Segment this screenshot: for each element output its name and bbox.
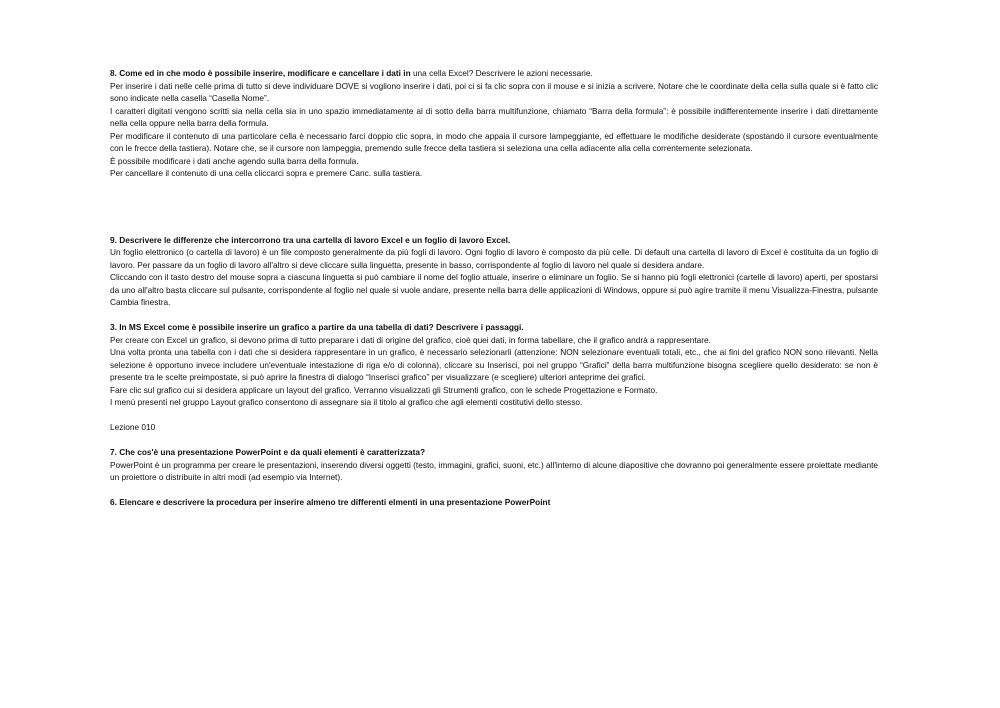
lesson-label: Lezione 010	[110, 422, 156, 432]
question-bold: 9. Descrivere le differenze che intercorrono tra una cartella di lavoro Excel e un foglio di lavoro Excel.	[110, 234, 511, 245]
document-page	[110, 67, 878, 509]
question-heading	[110, 496, 878, 509]
section-q7	[110, 446, 878, 484]
question-heading	[110, 67, 878, 80]
question-heading	[110, 234, 878, 247]
section-q3	[110, 321, 878, 409]
answer-paragraph: I caratteri digitati vengono scritti sia nella cella sia in uno spazio immediatamente al di sotto della barra multifunzione, chiamato “Barra della formula”: è possibile indifferentemente inserire i dati direttamente nella cella oppure nella barra della formula.	[110, 105, 878, 128]
question-bold: 7. Che cos'è una presentazione PowerPoint e da quali elementi è caratterizzata?	[110, 447, 426, 457]
question-rest: una cella Excel? Descrivere le azioni necessarie.	[410, 68, 593, 78]
question-bold: 8. Come ed in che modo è possibile inserire, modificare e cancellare i dati in	[110, 68, 411, 78]
answer-paragraph: Per inserire i dati nelle celle prima di tutto si deve individuare DOVE si vogliono inserire i dati, poi ci si fa clic sopra con il mouse e si inizia a scrivere. Notare che le coordinate della cella sulla quale si è fatto clic sono indicate nella casella “Casella Nome”.	[110, 80, 878, 103]
answer-paragraph: Cliccando con il tasto destro del mouse sopra a ciascuna linguetta si può cambiare il nome del foglio attuale, inserire o eliminare un foglio. Se si hanno più fogli elettronici (cartelle di lavoro) aperti, per spostarsi da uno all'altro basta cliccare sul pulsante, corrispondente al foglio nel quale si vuole andare, presente nella barra delle applicazioni di Windows, oppure si può agire tramite il menu Visualizza-Finestra, pulsante Cambia finestra.	[110, 272, 878, 307]
question-bold: 3. In MS Excel come è possibile inserire un grafico a partire da una tabella di dati? Descrivere i passaggi.	[110, 322, 524, 332]
section-q8	[110, 67, 878, 180]
section-q6	[110, 496, 878, 509]
answer-paragraph: PowerPoint è un programma per creare le presentazioni, inserendo diversi oggetti (testo, immagini, grafici, suoni, etc.) all'interno di alcune diapositive che dovranno poi generalmente essere proiettate mediante un proiettore o distribuite in altri modi (ad esempio via Internet).	[110, 459, 878, 482]
section-q9	[110, 234, 878, 309]
question-bold: 6. Elencare e descrivere la procedura per inserire almeno tre differenti elmenti in una presentazione PowerPoint	[110, 497, 551, 507]
answer-paragraph: Per modificare il contenuto di una particolare cella è necessario farci doppio clic sopra, in modo che appaia il cursore lampeggiante, ed effettuare le modifiche desiderate (spostando il cursore eventualmente con le frecce della tastiera). Notare che, se il cursore non lampeggia, premendo sulle frecce della tastiera si seleziona una cella adiacente alla cella correntemente selezionata.	[110, 130, 878, 153]
answer-paragraph: Fare clic sul grafico cui si desidera applicare un layout del grafico. Verranno visualizzati gli Strumenti grafico, con le schede Progettazione e Formato.	[110, 384, 658, 395]
section-lesson	[110, 421, 878, 434]
answer-paragraph: I menù presenti nel gruppo Layout grafico consentono di assegnare sia il titolo al grafico che agli elementi costitutivi dello stesso.	[110, 397, 583, 407]
answer-paragraph: È possibile modificare i dati anche agendo sulla barra della formula.	[110, 155, 359, 166]
answer-paragraph: Una volta pronta una tabella con i dati che si desidera rappresentare in un grafico, è necessario selezionarli (attenzione: NON selezionare eventuali totali, etc., che ai fini del grafico NON sono rilevanti. Nella selezione è opportuno invece includere un'eventuale intestazione di riga e/o di colonna), cliccare su Inserisci, poi nel gruppo “Grafici” della barra multifunzione bisogna scegliere quello desiderato: se non è presente tra le scelte preimpostate, si può aprire la finestra di dialogo “Inserisci grafico” per visualizzare (e scegliere) ulteriori anteprime dei grafici.	[110, 347, 878, 382]
answer-paragraph: Per cancellare il contenuto di una cella cliccarci sopra e premere Canc. sulla tastiera.	[110, 168, 423, 178]
question-heading	[110, 446, 878, 459]
answer-paragraph: Un foglio elettronico (o cartella di lavoro) è un file composto generalmente da più fogli di lavoro. Ogni foglio di lavoro è composto da più celle. Di default una cartella di lavoro di Excel è costituita da un foglio di lavoro. Per passare da un foglio di lavoro all'altro si deve cliccare sulla linguetta, presente in basso, corrispondente al foglio di lavoro nel quale si desidera andare.	[110, 247, 878, 270]
answer-paragraph: Per creare con Excel un grafico, si devono prima di tutto preparare i dati di origine del grafico, cioè quei dati, in forma tabellare, che il grafico andrà a rappresentare.	[110, 334, 711, 345]
question-heading	[110, 321, 878, 334]
